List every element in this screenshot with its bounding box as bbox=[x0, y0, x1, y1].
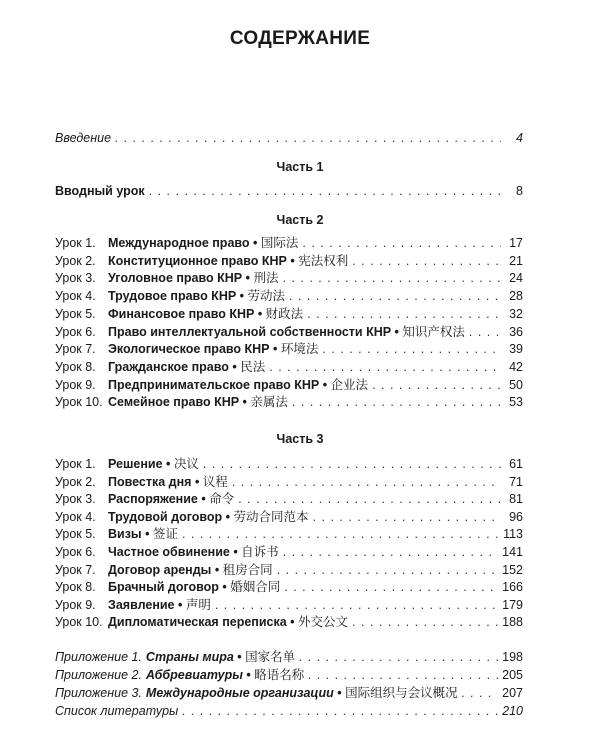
page-number: 32 bbox=[509, 306, 523, 321]
dot-leader bbox=[203, 456, 501, 473]
page-number: 205 bbox=[502, 668, 523, 682]
toc-entry-lesson[interactable] bbox=[55, 253, 523, 270]
page-number: 207 bbox=[502, 686, 523, 700]
bullet-separator: • bbox=[197, 492, 210, 507]
lesson-topic bbox=[108, 306, 303, 323]
topic-chinese: 婚姻合同 bbox=[230, 580, 281, 595]
toc-entry-lesson[interactable] bbox=[55, 474, 523, 491]
topic-russian: Аббревиатуры bbox=[145, 668, 243, 682]
bullet-separator: • bbox=[162, 457, 174, 471]
toc-entry-bibliography[interactable] bbox=[55, 703, 523, 720]
lesson-number: Урок 10. bbox=[55, 395, 103, 410]
page-number: 53 bbox=[509, 395, 523, 410]
page-number: 113 bbox=[503, 527, 523, 542]
lesson-number: Урок 6. bbox=[55, 324, 96, 339]
page-number: 4 bbox=[516, 131, 523, 145]
lesson-topic bbox=[108, 394, 288, 411]
bullet-separator: • bbox=[236, 289, 248, 304]
topic-chinese: 企业法 bbox=[330, 377, 369, 392]
topic-chinese: 决议 bbox=[173, 457, 199, 471]
toc-entry-lesson[interactable] bbox=[55, 597, 523, 614]
page-number: 24 bbox=[509, 271, 523, 286]
lesson-topic bbox=[108, 526, 178, 543]
toc-entry-lesson[interactable] bbox=[55, 359, 523, 376]
bullet-separator: • bbox=[254, 306, 266, 321]
lesson-number: Урок 2. bbox=[55, 253, 96, 268]
lesson-topic bbox=[108, 491, 234, 508]
topic-russian: Международные организации bbox=[145, 686, 334, 700]
lesson-topic bbox=[108, 359, 265, 376]
topic-russian: Договор аренды bbox=[108, 562, 212, 577]
dot-leader bbox=[277, 562, 498, 579]
topic-russian: Экологическое право КНР bbox=[108, 342, 270, 357]
toc-entry-lesson[interactable] bbox=[55, 456, 523, 473]
lesson-topic bbox=[108, 614, 348, 631]
bullet-separator: • bbox=[141, 527, 153, 542]
lesson-number: Урок 7. bbox=[55, 342, 96, 357]
dot-leader bbox=[232, 474, 501, 491]
lesson-topic bbox=[108, 509, 309, 526]
page-number: 21 bbox=[509, 253, 523, 268]
toc-entry-lesson[interactable] bbox=[55, 562, 523, 579]
page-number: 17 bbox=[509, 236, 523, 250]
dot-leader bbox=[299, 649, 498, 666]
topic-russian: Трудовой договор bbox=[108, 509, 223, 524]
topic-russian: Визы bbox=[108, 527, 142, 542]
lesson-number: Урок 3. bbox=[55, 492, 96, 507]
page-number: 96 bbox=[509, 509, 523, 524]
topic-russian: Решение bbox=[108, 457, 163, 471]
bullet-separator: • bbox=[229, 545, 242, 559]
dot-leader bbox=[149, 183, 501, 200]
topic-russian: Брачный договор bbox=[108, 580, 219, 595]
lesson-number: Урок 1. bbox=[55, 236, 96, 250]
bullet-separator: • bbox=[269, 342, 281, 357]
topic-chinese: 租房合同 bbox=[222, 562, 273, 577]
dot-leader bbox=[182, 703, 498, 720]
topic-chinese: 环境法 bbox=[280, 342, 319, 357]
topic-chinese: 声明 bbox=[185, 597, 211, 612]
lesson-number: Урок 10. bbox=[55, 615, 103, 630]
toc-entry-intro-lesson[interactable] bbox=[55, 183, 523, 200]
dot-leader bbox=[352, 253, 501, 270]
page-number: 166 bbox=[502, 580, 523, 595]
lesson-number: Урок 5. bbox=[55, 306, 96, 321]
page-number: 210 bbox=[502, 704, 523, 718]
lesson-number: Урок 3. bbox=[55, 271, 96, 286]
topic-chinese: 外交公文 bbox=[298, 615, 349, 630]
topic-chinese: 劳动法 bbox=[247, 289, 286, 304]
appendix-topic bbox=[146, 667, 304, 684]
dot-leader bbox=[289, 288, 501, 305]
page-number: 61 bbox=[509, 457, 523, 471]
topic-russian: Распоряжение bbox=[108, 492, 198, 507]
bullet-separator: • bbox=[286, 615, 299, 630]
lesson-topic bbox=[108, 474, 228, 491]
lesson-number: Урок 1. bbox=[55, 457, 96, 471]
topic-russian: Право интеллектуальной собственности КНР bbox=[108, 324, 392, 339]
bullet-separator: • bbox=[391, 324, 403, 339]
bullet-separator: • bbox=[228, 359, 241, 374]
topic-chinese: 国际法 bbox=[260, 236, 299, 250]
lesson-number: Урок 9. bbox=[55, 377, 96, 392]
dot-leader bbox=[469, 324, 501, 341]
topic-chinese: 知识产权法 bbox=[402, 324, 465, 339]
bullet-separator: • bbox=[211, 562, 223, 577]
toc-entry-appendix[interactable] bbox=[55, 667, 523, 684]
dot-leader bbox=[307, 306, 501, 323]
dot-leader bbox=[283, 544, 498, 561]
topic-russian: Гражданское право bbox=[108, 359, 229, 374]
bullet-separator: • bbox=[286, 253, 299, 268]
dot-leader bbox=[372, 377, 501, 394]
topic-russian: Международное право bbox=[108, 236, 250, 250]
page-number: 188 bbox=[502, 615, 523, 630]
topic-russian: Семейное право КНР bbox=[108, 395, 240, 410]
part-3-heading: Часть 3 bbox=[276, 432, 324, 446]
topic-russian: Заявление bbox=[108, 597, 175, 612]
bullet-separator: • bbox=[191, 474, 203, 489]
topic-chinese: 国家名单 bbox=[245, 650, 296, 664]
lesson-topic bbox=[108, 235, 298, 252]
part-1-heading: Часть 1 bbox=[276, 160, 324, 174]
page-number: 141 bbox=[502, 545, 523, 559]
topic-russian: Частное обвинение bbox=[108, 545, 230, 559]
dot-leader bbox=[313, 509, 501, 526]
entry-label: Список литературы bbox=[55, 704, 179, 718]
page-number: 42 bbox=[509, 359, 523, 374]
dot-leader bbox=[292, 394, 501, 411]
page-number: 28 bbox=[509, 289, 523, 304]
appendix-topic bbox=[146, 649, 295, 666]
dot-leader bbox=[302, 235, 501, 252]
page-number: 36 bbox=[509, 324, 523, 339]
appendix-prefix: Приложение 3. bbox=[55, 686, 142, 700]
lesson-topic bbox=[108, 579, 280, 596]
toc-entry-appendix[interactable] bbox=[55, 649, 523, 666]
page-number: 81 bbox=[509, 492, 523, 507]
topic-chinese: 议程 bbox=[202, 474, 228, 489]
topic-chinese: 自诉书 bbox=[241, 545, 279, 559]
toc-entry-lesson[interactable] bbox=[55, 306, 523, 323]
toc-entry-appendix[interactable] bbox=[55, 685, 523, 702]
dot-leader bbox=[115, 130, 501, 147]
lesson-topic bbox=[108, 562, 273, 579]
bullet-separator: • bbox=[319, 377, 331, 392]
bullet-separator: • bbox=[233, 650, 246, 664]
toc-entry-lesson[interactable] bbox=[55, 614, 523, 631]
dot-leader bbox=[462, 685, 499, 702]
topic-russian: Повестка дня bbox=[108, 474, 192, 489]
appendix-prefix: Приложение 2. bbox=[55, 668, 142, 682]
page-number: 179 bbox=[502, 597, 523, 612]
dot-leader bbox=[352, 614, 498, 631]
topic-chinese: 劳动合同范本 bbox=[233, 509, 309, 524]
toc-entry-lesson[interactable] bbox=[55, 235, 523, 252]
topic-chinese: 宪法权利 bbox=[298, 253, 349, 268]
toc-entry-lesson[interactable] bbox=[55, 324, 523, 341]
lesson-number: Урок 8. bbox=[55, 580, 96, 595]
lesson-number: Урок 2. bbox=[55, 474, 96, 489]
toc-entry-lesson[interactable] bbox=[55, 544, 523, 561]
bullet-separator: • bbox=[222, 509, 234, 524]
bullet-separator: • bbox=[333, 686, 346, 700]
toc-entry-lesson[interactable] bbox=[55, 526, 523, 543]
page-title: СОДЕРЖАНИЕ bbox=[229, 28, 371, 49]
toc-entry-lesson[interactable] bbox=[55, 394, 523, 411]
page-number: 152 bbox=[502, 562, 523, 577]
bullet-separator: • bbox=[249, 236, 261, 250]
page-number: 198 bbox=[502, 650, 523, 664]
toc-entry-lesson[interactable] bbox=[55, 491, 523, 508]
toc-entry-lesson[interactable] bbox=[55, 579, 523, 596]
page-number: 39 bbox=[509, 342, 523, 357]
lesson-number: Урок 4. bbox=[55, 289, 96, 304]
lesson-topic bbox=[108, 456, 199, 473]
topic-russian: Предпринимательское право КНР bbox=[108, 377, 320, 392]
topic-russian: Уголовное право КНР bbox=[108, 271, 243, 286]
lesson-topic bbox=[108, 288, 285, 305]
lesson-number: Урок 9. bbox=[55, 597, 96, 612]
dot-leader bbox=[308, 667, 498, 684]
page-number: 71 bbox=[509, 474, 523, 489]
lesson-topic bbox=[108, 324, 465, 341]
lesson-number: Урок 8. bbox=[55, 359, 96, 374]
bullet-separator: • bbox=[239, 395, 251, 410]
topic-russian: Конституционное право КНР bbox=[108, 253, 287, 268]
lesson-number: Урок 4. bbox=[55, 509, 96, 524]
topic-russian: Дипломатическая переписка bbox=[108, 615, 287, 630]
topic-chinese: 略语名称 bbox=[254, 668, 305, 682]
appendix-prefix: Приложение 1. bbox=[55, 650, 142, 664]
page-number: 50 bbox=[509, 377, 523, 392]
entry-label: Вводный урок bbox=[55, 184, 145, 198]
dot-leader bbox=[215, 597, 498, 614]
entry-label: Введение bbox=[55, 131, 112, 145]
topic-russian: Финансовое право КНР bbox=[108, 306, 255, 321]
lesson-number: Урок 7. bbox=[55, 562, 96, 577]
lesson-topic bbox=[108, 377, 368, 394]
toc-entry-lesson[interactable] bbox=[55, 270, 523, 287]
topic-chinese: 亲属法 bbox=[250, 395, 288, 410]
topic-russian: Трудовое право КНР bbox=[108, 289, 237, 304]
dot-leader bbox=[238, 491, 501, 508]
page-number: 8 bbox=[516, 184, 523, 198]
dot-leader bbox=[284, 579, 498, 596]
topic-chinese: 刑法 bbox=[253, 271, 279, 286]
topic-chinese: 命令 bbox=[209, 492, 235, 507]
dot-leader bbox=[269, 359, 501, 376]
toc-entry-lesson[interactable] bbox=[55, 288, 523, 305]
toc-entry-lesson[interactable] bbox=[55, 509, 523, 526]
toc-entry-lesson[interactable] bbox=[55, 341, 523, 358]
topic-chinese: 国际组织与会议概况 bbox=[345, 686, 458, 700]
toc-entry-lesson[interactable] bbox=[55, 377, 523, 394]
dot-leader bbox=[182, 526, 499, 543]
lesson-number: Урок 6. bbox=[55, 545, 96, 559]
dot-leader bbox=[282, 270, 501, 287]
bullet-separator: • bbox=[218, 580, 231, 595]
topic-russian: Страны мира bbox=[145, 650, 234, 664]
topic-chinese: 财政法 bbox=[265, 306, 304, 321]
lesson-number: Урок 5. bbox=[55, 527, 96, 542]
appendix-topic bbox=[146, 685, 458, 702]
lesson-topic bbox=[108, 253, 348, 270]
lesson-topic bbox=[108, 544, 279, 561]
toc-entry-intro[interactable] bbox=[55, 130, 523, 147]
dot-leader bbox=[322, 341, 501, 358]
bullet-separator: • bbox=[242, 668, 255, 682]
topic-chinese: 民法 bbox=[240, 359, 266, 374]
lesson-topic bbox=[108, 341, 318, 358]
bullet-separator: • bbox=[174, 597, 186, 612]
bullet-separator: • bbox=[242, 271, 254, 286]
part-2-heading: Часть 2 bbox=[276, 213, 324, 227]
topic-chinese: 签证 bbox=[152, 527, 178, 542]
lesson-topic bbox=[108, 270, 278, 287]
lesson-topic bbox=[108, 597, 211, 614]
